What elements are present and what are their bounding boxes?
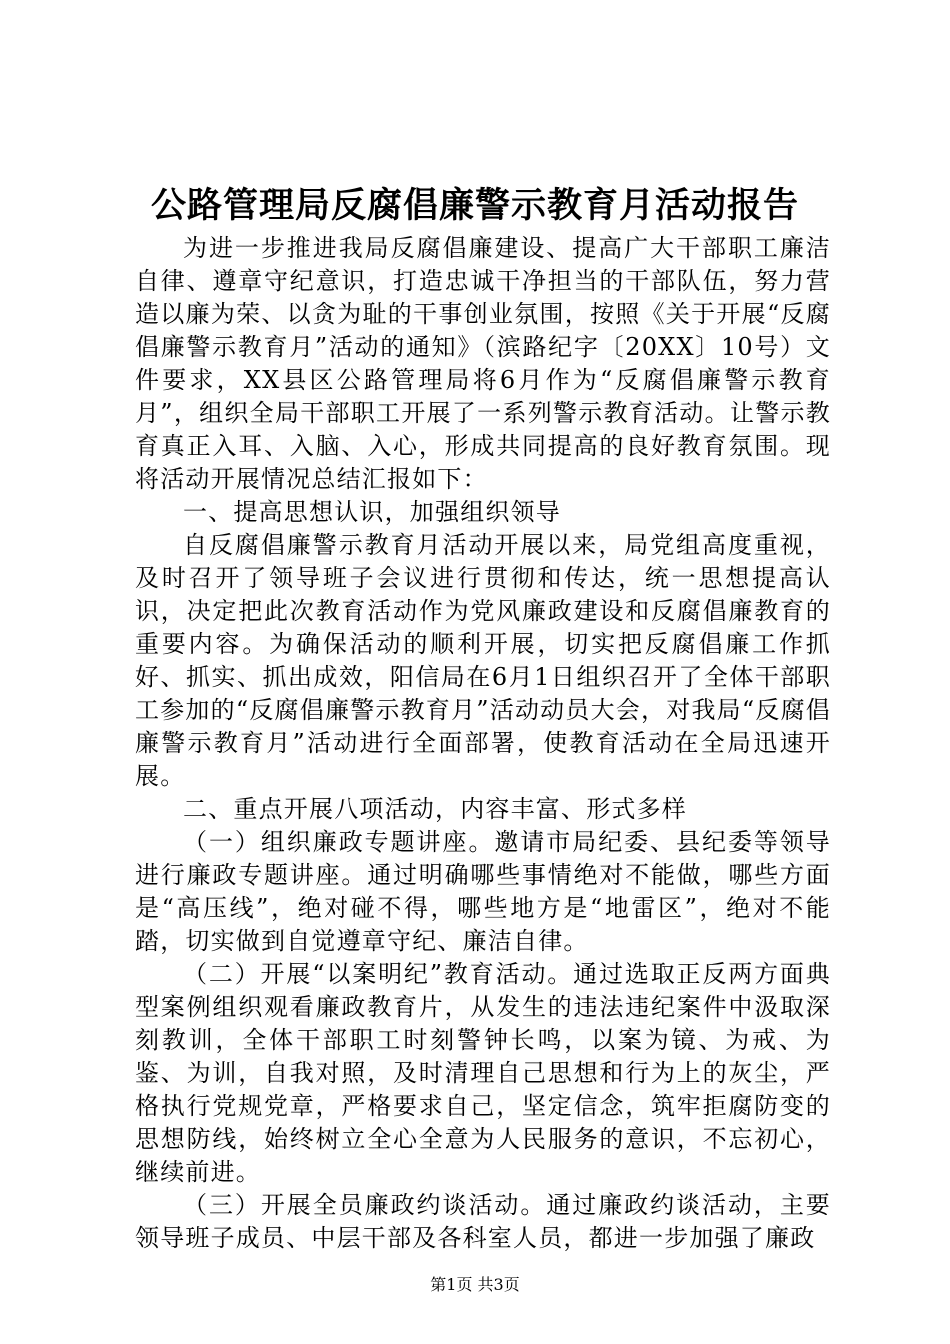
paragraph-item-1: （一）组织廉政专题讲座。邀请市局纪委、县纪委等领导进行廉政专题讲座。通过明确哪些事情绝对不能做，哪些方面是“高压线”，绝对碰不得，哪些地方是“地雷区”，绝对不能踏，切实做到自觉遵章守纪、廉洁自律。 [135, 828, 831, 955]
paragraph-intro: 为进一步推进我局反腐倡廉建设、提高广大干部职工廉洁自律、遵章守纪意识，打造忠诚干净担当的干部队伍，努力营造以廉为荣、以贪为耻的干事创业氛围，按照《关于开展“反腐倡廉警示教育月”活动的通知》（滨路纪字〔20XX〕10号）文件要求，XX县区公路管理局将6月作为“反腐倡廉警示教育月”，组织全局干部职工开展了一系列警示教育活动。让警示教育真正入耳、入脑、入心，形成共同提高的良好教育氛围。现将活动开展情况总结汇报如下： [135, 234, 831, 493]
section-heading-1: 一、提高思想认识，加强组织领导 [183, 498, 561, 526]
paragraph-item-3: （三）开展全员廉政约谈活动。通过廉政约谈活动，主要领导班子成员、中层干部及各科室人员，都进一步加强了廉政 [135, 1191, 831, 1252]
paragraph-item-2: （二）开展“以案明纪”教育活动。通过选取正反两方面典型案例组织观看廉政教育片，从发生的违法违纪案件中汲取深刻教训，全体干部职工时刻警钟长鸣，以案为镜、为戒、为鉴、为训，自我对照，及时清理自己思想和行为上的灰尘，严格执行党规党章，严格要求自己，坚定信念，筑牢拒腐防变的思想防线，始终树立全心全意为人民服务的意识，不忘初心，继续前进。 [135, 960, 831, 1186]
page-footer: 第1页 共3页 [430, 1275, 520, 1294]
paragraph-section-1: 自反腐倡廉警示教育月活动开展以来，局党组高度重视，及时召开了领导班子会议进行贯彻和传达，统一思想提高认识，决定把此次教育活动作为党风廉政建设和反腐倡廉教育的重要内容。为确保活动的顺利开展，切实把反腐倡廉工作抓好、抓实、抓出成效，阳信局在6月1日组织召开了全体干部职工参加的“反腐倡廉警示教育月”活动动员大会，对我局“反腐倡廉警示教育月”活动进行全面部署，使教育活动在全局迅速开展。 [135, 531, 831, 790]
document-body [135, 232, 831, 1255]
document-title: 公路管理局反腐倡廉警示教育月活动报告 [150, 186, 799, 226]
section-heading-2: 二、重点开展八项活动，内容丰富、形式多样 [183, 795, 687, 823]
